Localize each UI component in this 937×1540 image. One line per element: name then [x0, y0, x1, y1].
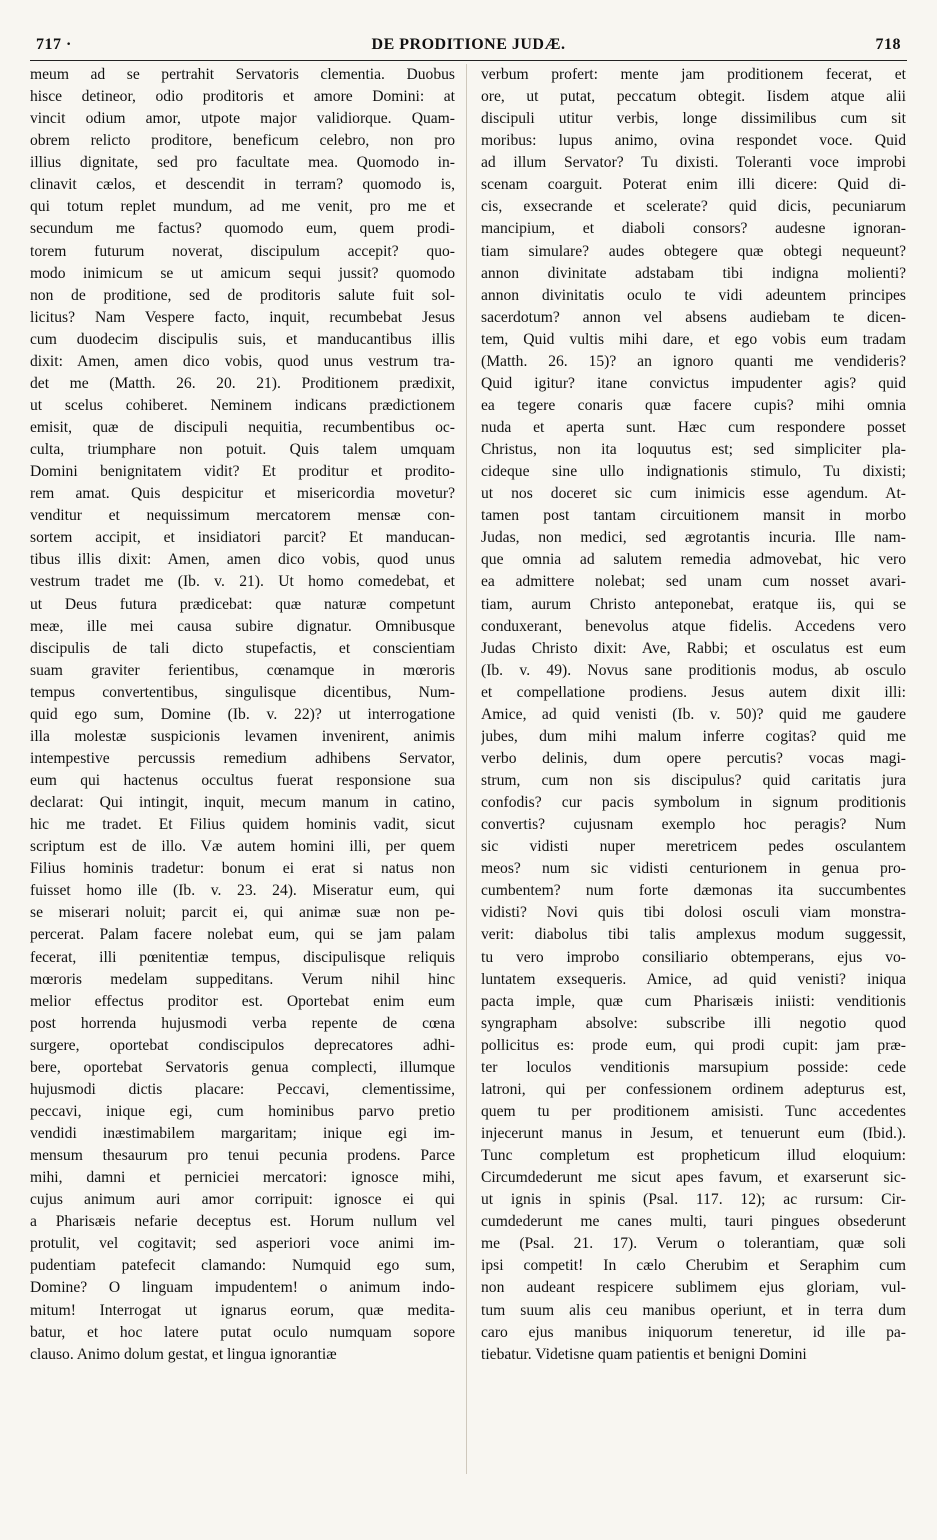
right-column-line: que omnia ad salutem remedia admovebat, hic vero — [481, 551, 906, 569]
left-column-line: intempestive percussis remedium adhibens Servator, — [30, 749, 455, 767]
left-column-line: torem futurum noverat, discipulum accepit? quo- — [30, 242, 455, 260]
left-column-line: peccavi, inique egi, cum hominibus parvo pretio — [30, 1102, 455, 1120]
right-column-line: Amice, ad quid venisti (Ib. v. 50)? quid me gaudere — [481, 705, 906, 723]
left-column-line: mensum thesaurum pro tenui pecunia prodens. Parce — [30, 1147, 455, 1165]
left-column-line: hisce detineor, odio proditoris et amore Domini: at — [30, 88, 455, 106]
left-column-line: secundum me factus? quomodo eum, quem prodi- — [30, 220, 455, 238]
right-column-line: conduxerant, benevolus atque fidelis. Accedens vero — [481, 617, 906, 635]
right-column-line: cis, exsecrande et scelerate? quid dicis, pecuniarum — [481, 198, 906, 216]
right-column-line: tiam, aurum Christo anteponebat, eratque iis, qui se — [481, 595, 906, 613]
left-column-line: quid ego sum, Domine (Ib. v. 22)? ut interrogatione — [30, 705, 455, 723]
left-column-line: discipulis de tali dicto stupefactis, et conscientiam — [30, 639, 455, 657]
right-column-line: Tunc completum est propheticum illud eloquium: — [481, 1147, 906, 1165]
left-column-line: licitus? Nam Vespere facto, inquit, recumbebat Jesus — [30, 308, 455, 326]
left-column-line: declarat: Qui intingit, inquit, mecum manum in catino, — [30, 794, 455, 812]
right-column-line: jubes, dum mihi malum inferre cogitas? quid me — [481, 727, 906, 745]
right-column-line: vidisti? Novi quis tibi dolosi osculi viam monstra- — [481, 904, 906, 922]
right-column-line: meos? num sic vidisti centurionem in genua pro- — [481, 860, 906, 878]
right-column-line: quem tu per proditionem amisisti. Tunc accedentes — [481, 1102, 906, 1120]
running-head — [30, 36, 907, 58]
left-column-line: hujusmodi dictis placare: Peccavi, clementissime, — [30, 1080, 455, 1098]
right-column-line: ad illum Servator? Tu dixisti. Toleranti voce improbi — [481, 154, 906, 172]
right-column-line: non audeant respicere sublimem ejus gloriam, vul- — [481, 1279, 906, 1297]
left-column-line: a Pharisæis nefarie deceptus est. Horum nullum vel — [30, 1213, 455, 1231]
right-column-line: (Matth. 26. 15)? an ignoro quanti me vendideris? — [481, 352, 906, 370]
left-column-line: culta, triumphare non potuit. Quis talem umquam — [30, 441, 455, 459]
right-column-line: et compellatione prodiens. Jesus autem dixit illi: — [481, 683, 906, 701]
left-column — [30, 64, 455, 1366]
left-column-line: Filius hominis tradetur: bonum ei erat si natus non — [30, 860, 455, 878]
left-column-line: suam graviter ferientibus, cœnamque in mœroris — [30, 661, 455, 679]
left-column-line: meæ, ille mei causa subire dignatur. Omnibusque — [30, 617, 455, 635]
left-column-line: meum ad se pertrahit Servatoris clementia. Duobus — [30, 66, 455, 83]
header-rule — [30, 60, 907, 61]
right-column-line: moribus: lupus animo, ovina respondet voce. Quid — [481, 132, 906, 150]
left-column-line: Domine? O linguam impudentem! o animum indo- — [30, 1279, 455, 1297]
right-column-line: ut nos doceret sic cum inimicis esse agendum. At- — [481, 485, 906, 503]
running-title: DE PRODITIONE JUDÆ. — [371, 36, 566, 53]
right-column-line: annon divinitate adstabam tibi indigna molienti? — [481, 264, 906, 282]
right-column-line: nuda et aperta sunt. Hæc cum respondere posset — [481, 419, 906, 436]
right-column-line: me (Psal. 21. 17). Verum o tolerantiam, quæ soli — [481, 1235, 906, 1253]
right-column — [481, 64, 906, 1366]
left-column-line: se miserari noluit; parcit ei, qui animæ suæ non pe- — [30, 904, 455, 922]
left-column-line: obrem relicto proditore, beneficum celebro, non pro — [30, 132, 455, 150]
left-column-line: cujus animum auri amor corripuit: ignosce ei qui — [30, 1191, 455, 1209]
right-column-line: mancipium, et diaboli consors? audesne ignoran- — [481, 220, 906, 238]
left-column-line: venditur et nequissimum mercatorem mensæ con- — [30, 507, 455, 525]
right-column-line: tem, Quid vultis mihi dare, et ego vobis eum tradam — [481, 330, 906, 348]
right-column-line: tu vero improbo consiliario obtemperans, ejus vo- — [481, 948, 906, 966]
left-column-line: vincit odium amor, utpote major validiorque. Quam- — [30, 110, 455, 128]
right-column-line: Quid igitur? itane convictus impudenter agis? quid — [481, 374, 906, 392]
left-column-line: eum qui hactenus occultus fuerat responsione sua — [30, 772, 455, 789]
right-column-line: tiam simulare? audes obtegere quæ obtegi nequeunt? — [481, 242, 906, 260]
right-column-line: ter loculos venditionis marsupium posside: cede — [481, 1058, 906, 1076]
right-column-line: ipsi competit! In cælo Cherubim et Seraphim cum — [481, 1257, 906, 1275]
right-column-line: caro ejus manibus iniquorum teneretur, id ille pa- — [481, 1323, 906, 1341]
left-column-line: scriptum est de illo. Væ autem homini illi, per quem — [30, 838, 455, 856]
right-column-line: ut ignis in spinis (Psal. 117. 12); ac rursum: Cir- — [481, 1191, 906, 1209]
left-column-line: hic me tradet. Et Filius quidem hominis vadit, sicut — [30, 816, 455, 834]
left-column-line: mitum! Interrogat ut ignarus eorum, quæ medita- — [30, 1301, 455, 1319]
right-column-line: convertis? cujusnam exemplo hoc peragis? Num — [481, 816, 906, 834]
right-column-line: cumdederunt me canes multi, tauri pingues obsederunt — [481, 1213, 906, 1231]
column-divider — [466, 64, 467, 1474]
right-column-line: Judas Christo dixit: Ave, Rabbi; et osculatus est eum — [481, 639, 906, 657]
right-column-line: syngrapham absolve: subscribe illi negotio quod — [481, 1014, 906, 1032]
left-column-line: vendidi inæstimabilem margaritam; inique egi im- — [30, 1125, 455, 1142]
left-column-line: bere, oportebat Servatoris genua complecti, illumque — [30, 1058, 455, 1076]
right-column-line: ea tegere conaris quæ facere cupis? mihi omnia — [481, 396, 906, 414]
left-column-line: qui totum replet mundum, ad me venit, pro me et — [30, 198, 455, 216]
left-column-line: ut scelus cohiberet. Neminem indicans prædictionem — [30, 396, 455, 414]
page-number-right: 718 — [875, 36, 901, 53]
left-column-line: Domini benignitatem vidit? Et proditur et prodito- — [30, 463, 455, 481]
right-column-line: pollicitus es: prode eum, qui prodi cupit: jam præ- — [481, 1036, 906, 1054]
left-column-line: mihi, damni et perniciei mercatori: ignosce mihi, — [30, 1169, 455, 1187]
left-column-line: sortem accipit, et insidiatori parcit? Et manducan- — [30, 529, 455, 547]
left-column-line: fecerat, illi pœnitentiæ tempus, discipulisque reliquis — [30, 948, 455, 966]
left-column-line: tibus illis dixit: Amen, amen dico vobis, quod unus — [30, 551, 455, 569]
left-column-line: surgere, oportebat condiscipulos deprecatores adhi- — [30, 1036, 455, 1054]
right-column-line: Judas, non medici, sed ægrotantis incuria. Ille nam- — [481, 529, 906, 547]
left-column-line: percerat. Palam facere nolebat eum, qui se jam palam — [30, 926, 455, 944]
right-column-line: Circumdederunt me sicut apes favum, et exarserunt sic- — [481, 1169, 906, 1187]
right-column-line: Christus, non ita loquutus est; sed simpliciter pla- — [481, 441, 906, 459]
left-column-line: emisit, quæ de discipuli nequitia, recumbentibus oc- — [30, 419, 455, 436]
right-column-line: tamen post tantam circuitionem mansit in morbo — [481, 507, 906, 525]
left-column-line: melior effectus proditor est. Oportebat enim eum — [30, 992, 455, 1010]
right-column-line: tum suum alis ceu manibus operiunt, et in terra dum — [481, 1301, 906, 1319]
right-column-line: strum, cum non sis discipulus? quid caritatis jura — [481, 772, 906, 789]
right-column-line: discipuli utitur verbis, longe dissimilibus cum sit — [481, 110, 906, 128]
left-column-line: tempus convertentibus, singulisque dicentibus, Num- — [30, 683, 455, 701]
right-column-line: cumbentem? num forte dæmonas ita succumbentes — [481, 882, 906, 900]
left-column-line: illa molestæ suspicionis levamen invenirent, animis — [30, 727, 455, 745]
right-column-line: cideque sine ullo indignationis stimulo, Tu dixisti; — [481, 463, 906, 481]
page-number-left: 717 · — [36, 36, 72, 53]
right-column-line: verbo delinis, dum opere percutis? vocas magi- — [481, 749, 906, 767]
right-column-line: verbum profert: mente jam proditionem fecerat, et — [481, 66, 906, 83]
right-column-line: latroni, qui per confessionem ordinem adepturus est, — [481, 1080, 906, 1098]
right-column-line: luntatem exsequeris. Amice, ad quid venisti? iniqua — [481, 970, 906, 988]
left-column-line: rem amat. Quis despicitur et misericordia movetur? — [30, 485, 455, 503]
left-column-line: pudentiam patefecit clamando: Numquid ego sum, — [30, 1257, 455, 1275]
left-column-line: illius dignitate, sed pro facultate mea. Quomodo in- — [30, 154, 455, 172]
left-column-line: cum duodecim discipulis suis, et manducantibus illis — [30, 330, 455, 348]
right-column-line: annon divinitatis oculo te vidi adeuntem principes — [481, 286, 906, 304]
right-column-line: ea admittere nolebat; sed unam cum nosset avari- — [481, 573, 906, 591]
left-column-line: post horrenda hujusmodi verba repente de cœna — [30, 1014, 455, 1032]
left-column-line: modo inimicum se ut amicum sequi jussit? quomodo — [30, 264, 455, 282]
left-column-line: vestrum tradet me (Ib. v. 21). Ut homo comedebat, et — [30, 573, 455, 591]
left-column-line: dixit: Amen, amen dico vobis, quod unus vestrum tra- — [30, 352, 455, 370]
left-column-line: fuisset homo ille (Ib. v. 23. 24). Miseratur eum, qui — [30, 882, 455, 900]
right-column-line: sacerdotum? annon vel absens audiebam te dicen- — [481, 308, 906, 326]
right-column-line: injecerunt manus in Jesum, et tenuerunt eum (Ibid.). — [481, 1125, 906, 1142]
left-column-line: non de proditione, sed de proditoris salute fuit sol- — [30, 286, 455, 304]
left-column-line: batur, et hoc latere putat oculo numquam sopore — [30, 1323, 455, 1341]
right-column-line: tiebatur. Videtisne quam patientis et benigni Domini — [481, 1345, 807, 1363]
right-column-line: ore, ut putat, peccatum obtegit. Iisdem atque alii — [481, 88, 906, 106]
left-column-line: clinavit cælos, et descendit in terram? quomodo is, — [30, 176, 455, 194]
left-column-line: ut Deus futura prædicebat: quæ naturæ competunt — [30, 595, 455, 613]
right-column-line: confodis? cur pacis symbolum in signum proditionis — [481, 794, 906, 812]
right-column-line: (Ib. v. 49). Novus sane proditionis modus, ab osculo — [481, 661, 906, 679]
left-column-line: det me (Matth. 26. 20. 21). Proditionem prædixit, — [30, 374, 455, 392]
right-column-line: sic vidisti nuper meretricem pedes osculantem — [481, 838, 906, 856]
right-column-line: verit: diabolus tibi talis amplexus modum suggessit, — [481, 926, 906, 944]
right-column-line: pacta imple, quæ cum Pharisæis iniisti: venditionis — [481, 992, 906, 1010]
left-column-line: clauso. Animo dolum gestat, et lingua ignorantiæ — [30, 1345, 337, 1363]
left-column-line: protulit, vel cogitavit; sed asperiori voce animi im- — [30, 1235, 455, 1253]
right-column-line: scenam coarguit. Poterat enim illi dicere: Quid di- — [481, 176, 906, 194]
left-column-line: mœroris medelam suppeditans. Verum nihil hinc — [30, 970, 455, 988]
